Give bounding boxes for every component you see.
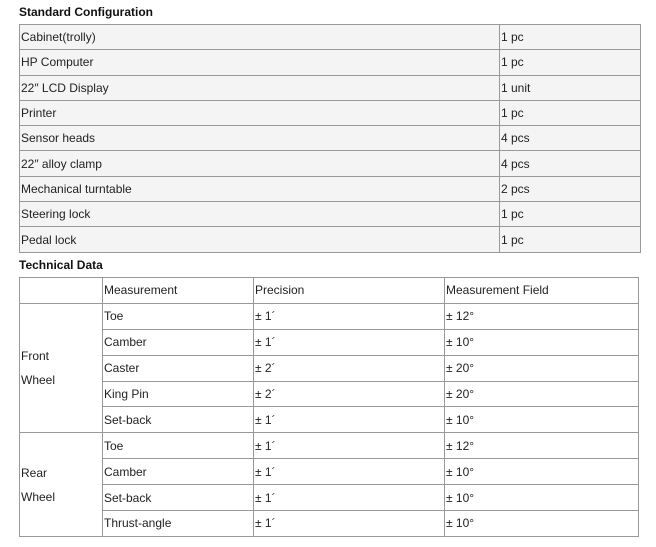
field-cell: ± 10° [445, 407, 639, 433]
precision-header: Precision [254, 278, 445, 304]
table-row [20, 227, 641, 252]
technical-data-title: Technical Data [19, 258, 103, 272]
table-row [20, 485, 639, 511]
standard-configuration-title: Standard Configuration [19, 5, 153, 19]
item-cell: Mechanical turntable [20, 176, 500, 201]
qty-cell: 4 pcs [500, 126, 641, 151]
item-cell: 22″ alloy clamp [20, 151, 500, 176]
qty-cell: 1 pc [500, 25, 641, 50]
table-row [20, 100, 641, 125]
qty-cell: 1 pc [500, 227, 641, 252]
table-row [20, 151, 641, 176]
group-label-line1: Rear [21, 465, 48, 480]
field-cell: ± 20° [445, 381, 639, 407]
table-row [20, 202, 641, 227]
measurement-field-header: Measurement Field [445, 278, 639, 304]
field-cell: ± 10° [445, 329, 639, 355]
item-cell: Steering lock [20, 202, 500, 227]
measurement-header: Measurement [103, 278, 254, 304]
qty-cell: 4 pcs [500, 151, 641, 176]
qty-cell: 1 unit [500, 75, 641, 100]
qty-cell: 1 pc [500, 202, 641, 227]
rear-wheel-group-cell [20, 433, 103, 537]
precision-cell: ± 1´ [254, 433, 445, 459]
item-cell: Cabinet(trolly) [20, 25, 500, 50]
table-row [20, 355, 639, 381]
precision-cell: ± 1´ [254, 485, 445, 511]
measurement-cell: Camber [103, 459, 254, 485]
table-row [20, 50, 641, 75]
measurement-cell: Thrust-angle [103, 511, 254, 537]
measurement-cell: King Pin [103, 381, 254, 407]
qty-cell: 1 pc [500, 50, 641, 75]
measurement-cell: Toe [103, 433, 254, 459]
item-cell: Printer [20, 100, 500, 125]
technical-data-table [19, 277, 639, 537]
group-label-line2: Wheel [21, 373, 56, 388]
standard-configuration-table [19, 24, 641, 253]
measurement-cell: Camber [103, 329, 254, 355]
field-cell: ± 10° [445, 459, 639, 485]
field-cell: ± 20° [445, 355, 639, 381]
table-row [20, 407, 639, 433]
measurement-cell: Toe [103, 303, 254, 329]
table-row [20, 126, 641, 151]
field-cell: ± 12° [445, 433, 639, 459]
measurement-cell: Caster [103, 355, 254, 381]
precision-cell: ± 1´ [254, 511, 445, 537]
item-cell: Sensor heads [20, 126, 500, 151]
group-header-cell [20, 278, 103, 304]
table-row [20, 433, 639, 459]
precision-cell: ± 2´ [254, 381, 445, 407]
item-cell: 22″ LCD Display [20, 75, 500, 100]
field-cell: ± 12° [445, 303, 639, 329]
table-row [20, 75, 641, 100]
front-wheel-group-cell [20, 303, 103, 432]
precision-cell: ± 1´ [254, 459, 445, 485]
field-cell: ± 10° [445, 511, 639, 537]
qty-cell: 1 pc [500, 100, 641, 125]
precision-cell: ± 1´ [254, 329, 445, 355]
qty-cell: 2 pcs [500, 176, 641, 201]
precision-cell: ± 1´ [254, 303, 445, 329]
precision-cell: ± 2´ [254, 355, 445, 381]
item-cell: HP Computer [20, 50, 500, 75]
header-row [20, 278, 639, 304]
table-row [20, 176, 641, 201]
table-row [20, 329, 639, 355]
group-label-line1: Front [21, 349, 50, 364]
table-row [20, 459, 639, 485]
field-cell: ± 10° [445, 485, 639, 511]
measurement-cell: Set-back [103, 407, 254, 433]
table-row [20, 381, 639, 407]
table-row [20, 303, 639, 329]
precision-cell: ± 1´ [254, 407, 445, 433]
measurement-cell: Set-back [103, 485, 254, 511]
group-label-line2: Wheel [21, 489, 56, 504]
table-row [20, 511, 639, 537]
item-cell: Pedal lock [20, 227, 500, 252]
table-row [20, 25, 641, 50]
